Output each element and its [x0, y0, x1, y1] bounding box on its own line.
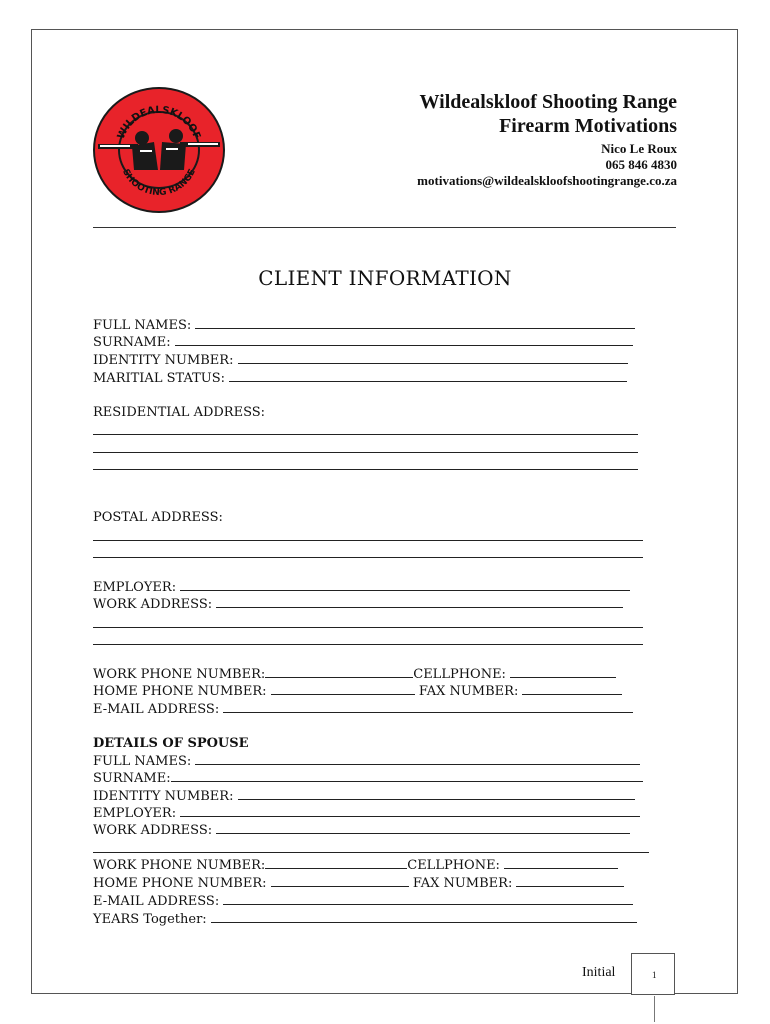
spouse-cellphone-label: CELLPHONE: — [407, 858, 500, 873]
spouse-identity-number-field[interactable] — [93, 788, 635, 805]
years-together-field[interactable] — [93, 911, 637, 928]
residential-address-line[interactable] — [93, 434, 638, 435]
spouse-work-address-label: WORK ADDRESS: — [93, 823, 213, 838]
work-address-label: WORK ADDRESS: — [93, 597, 213, 612]
logo-text-top: WILDEALSKLOOF — [115, 104, 203, 141]
spouse-work-address-field[interactable] — [93, 822, 630, 839]
spouse-email-label: E-MAIL ADDRESS: — [93, 894, 220, 909]
marital-status-label: MARITIAL STATUS: — [93, 371, 226, 386]
spouse-work-address-line[interactable] — [93, 852, 649, 853]
spouse-work-phone-label: WORK PHONE NUMBER: — [93, 858, 266, 873]
full-names-label: FULL NAMES: — [93, 318, 192, 333]
page-number: 1 — [652, 970, 657, 980]
postal-address-line[interactable] — [93, 540, 643, 541]
page-title: CLIENT INFORMATION — [258, 266, 512, 290]
footer-tick — [654, 996, 655, 1022]
home-phone-label: HOME PHONE NUMBER: — [93, 684, 267, 699]
work-phone-label: WORK PHONE NUMBER: — [93, 667, 266, 682]
contact-email: motivations@wildealskloofshootingrange.co.za — [417, 173, 677, 188]
residential-address-label: RESIDENTIAL ADDRESS: — [93, 405, 266, 420]
residential-address-line[interactable] — [93, 469, 638, 470]
spouse-surname-label: SURNAME: — [93, 771, 171, 786]
email-label: E-MAIL ADDRESS: — [93, 702, 220, 717]
header-divider — [93, 227, 676, 228]
work-phone-field[interactable] — [93, 666, 616, 683]
fax-number-label: FAX NUMBER: — [418, 684, 519, 699]
contact-phone: 065 846 4830 — [605, 157, 677, 172]
org-name: Wildealskloof Shooting Range — [419, 91, 677, 113]
full-names-field[interactable] — [93, 317, 635, 334]
org-subtitle: Firearm Motivations — [499, 115, 677, 137]
letterhead — [417, 90, 677, 189]
spouse-fax-number-label: FAX NUMBER: — [412, 876, 513, 891]
spouse-work-phone-field[interactable] — [93, 857, 618, 874]
spouse-employer-label: EMPLOYER: — [93, 806, 177, 821]
spouse-section-heading: DETAILS OF SPOUSE — [93, 736, 249, 751]
postal-address-line[interactable] — [93, 557, 643, 558]
spouse-email-field[interactable] — [93, 893, 633, 910]
employer-field[interactable] — [93, 579, 630, 596]
postal-address-label: POSTAL ADDRESS: — [93, 510, 223, 525]
spouse-full-names-field[interactable] — [93, 753, 640, 770]
spouse-full-names-label: FULL NAMES: — [93, 754, 192, 769]
spouse-employer-field[interactable] — [93, 805, 640, 822]
work-address-line[interactable] — [93, 644, 643, 645]
initial-label: Initial — [582, 965, 616, 980]
spouse-identity-number-label: IDENTITY NUMBER: — [93, 789, 234, 804]
cellphone-label: CELLPHONE: — [413, 667, 506, 682]
work-address-line[interactable] — [93, 627, 643, 628]
shooting-range-logo — [92, 86, 226, 214]
home-phone-field[interactable] — [93, 683, 622, 700]
spouse-home-phone-label: HOME PHONE NUMBER: — [93, 876, 267, 891]
contact-name: Nico Le Roux — [601, 141, 677, 156]
identity-number-field[interactable] — [93, 352, 628, 369]
surname-field[interactable] — [93, 334, 633, 351]
logo-text-bottom: SHOOTING RANGE — [120, 167, 198, 199]
marital-status-field[interactable] — [93, 370, 627, 387]
years-together-label: YEARS Together: — [93, 912, 207, 927]
work-address-field[interactable] — [93, 596, 623, 613]
residential-address-line[interactable] — [93, 452, 638, 453]
employer-label: EMPLOYER: — [93, 580, 177, 595]
identity-number-label: IDENTITY NUMBER: — [93, 353, 234, 368]
spouse-home-phone-field[interactable] — [93, 875, 624, 892]
spouse-surname-field[interactable] — [93, 770, 643, 787]
email-field[interactable] — [93, 701, 633, 718]
surname-label: SURNAME: — [93, 335, 171, 350]
